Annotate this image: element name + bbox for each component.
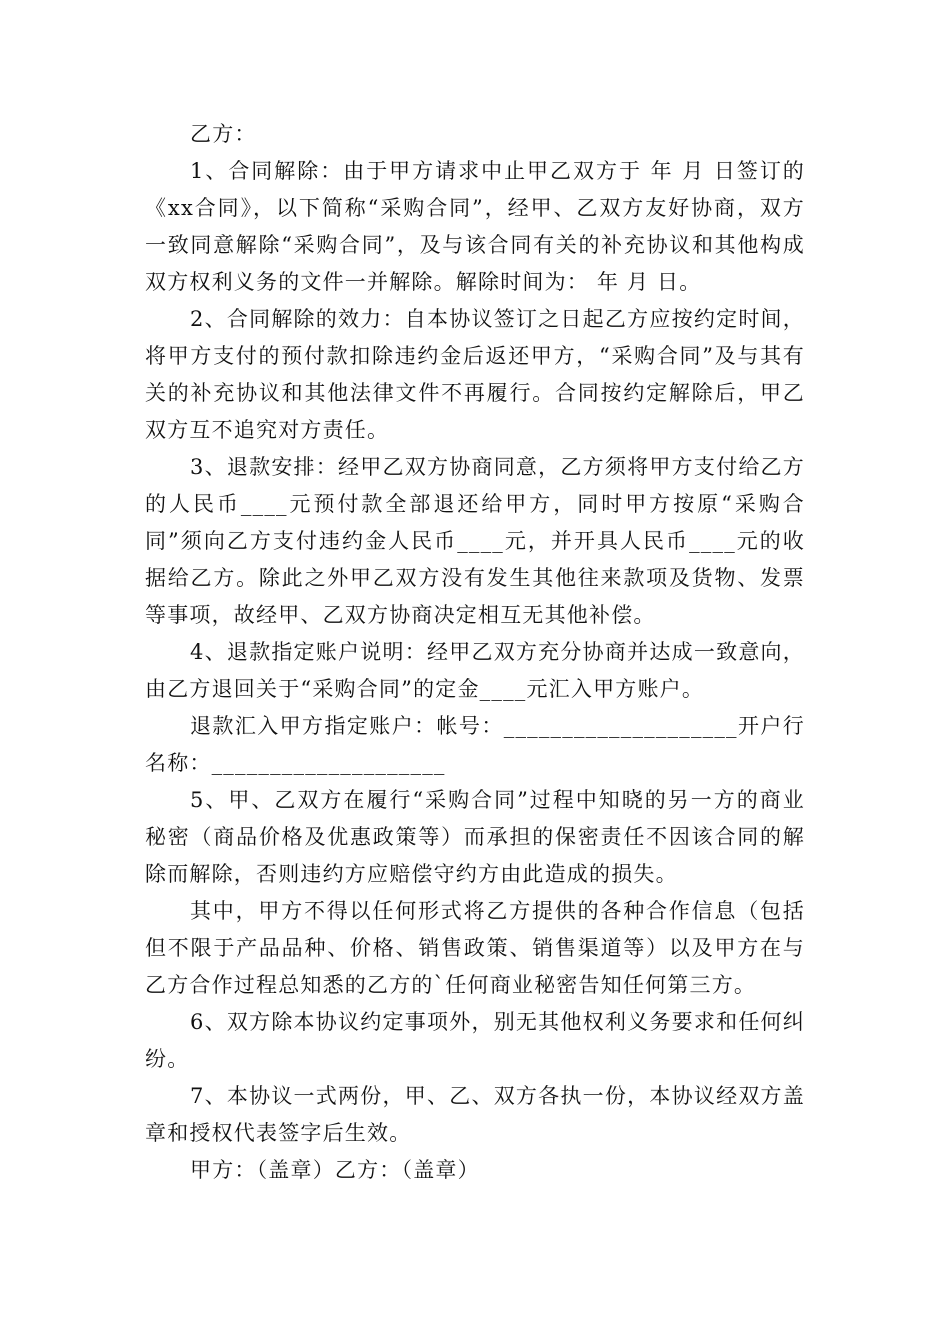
refund-account-details: 退款汇入甲方指定账户：帐号：____________________开户行名称：____________________ <box>145 714 805 775</box>
confidentiality-detail: 其中，甲方不得以任何形式将乙方提供的各种合作信息（包括但不限于产品品种、价格、销售政策、销售渠道等）以及甲方在与乙方合作过程总知悉的乙方的`任何商业秘密告知任何第三方。 <box>145 899 805 997</box>
clause-1-contract-termination: 1、合同解除：由于甲方请求中止甲乙双方于 年 月 日签订的《xx合同》，以下简称“采购合同”，经甲、乙双方友好协商，双方一致同意解除“采购合同”，及与该合同有关的补充协议和其他构成双方权利义务的文件一并解除。解除时间为： 年 月 日。 <box>145 159 805 294</box>
document-body <box>145 116 805 1189</box>
clause-6-no-other-claims: 6、双方除本协议约定事项外，别无其他权利义务要求和任何纠纷。 <box>145 1010 805 1071</box>
clause-4-refund-account: 4、退款指定账户说明：经甲乙双方充分协商并达成一致意向，由乙方退回关于“采购合同”的定金____元汇入甲方账户。 <box>145 640 805 701</box>
clause-7-copies-and-effect: 7、本协议一式两份，甲、乙、双方各执一份，本协议经双方盖章和授权代表签字后生效。 <box>145 1084 805 1145</box>
clause-3-refund-arrangement: 3、退款安排：经甲乙双方协商同意，乙方须将甲方支付给乙方的人民币____元预付款全部退还给甲方，同时甲方按原“采购合同”须向乙方支付违约金人民币____元，并开具人民币____元的收据给乙方。除此之外甲乙双方没有发生其他往来款项及货物、发票等事项，故经甲、乙双方协商决定相互无其他补偿。 <box>145 455 805 627</box>
party-b-label: 乙方： <box>190 122 257 146</box>
signature-line: 甲方：（盖章）乙方：（盖章） <box>190 1158 480 1182</box>
clause-5-confidentiality: 5、甲、乙双方在履行“采购合同”过程中知晓的另一方的商业秘密（商品价格及优惠政策等）而承担的保密责任不因该合同的解除而解除，否则违约方应赔偿守约方由此造成的损失。 <box>145 788 805 886</box>
clause-2-termination-effect: 2、合同解除的效力：自本协议签订之日起乙方应按约定时间，将甲方支付的预付款扣除违约金后返还甲方，“采购合同”及与其有关的补充协议和其他法律文件不再履行。合同按约定解除后，甲乙双方互不追究对方责任。 <box>145 307 805 442</box>
